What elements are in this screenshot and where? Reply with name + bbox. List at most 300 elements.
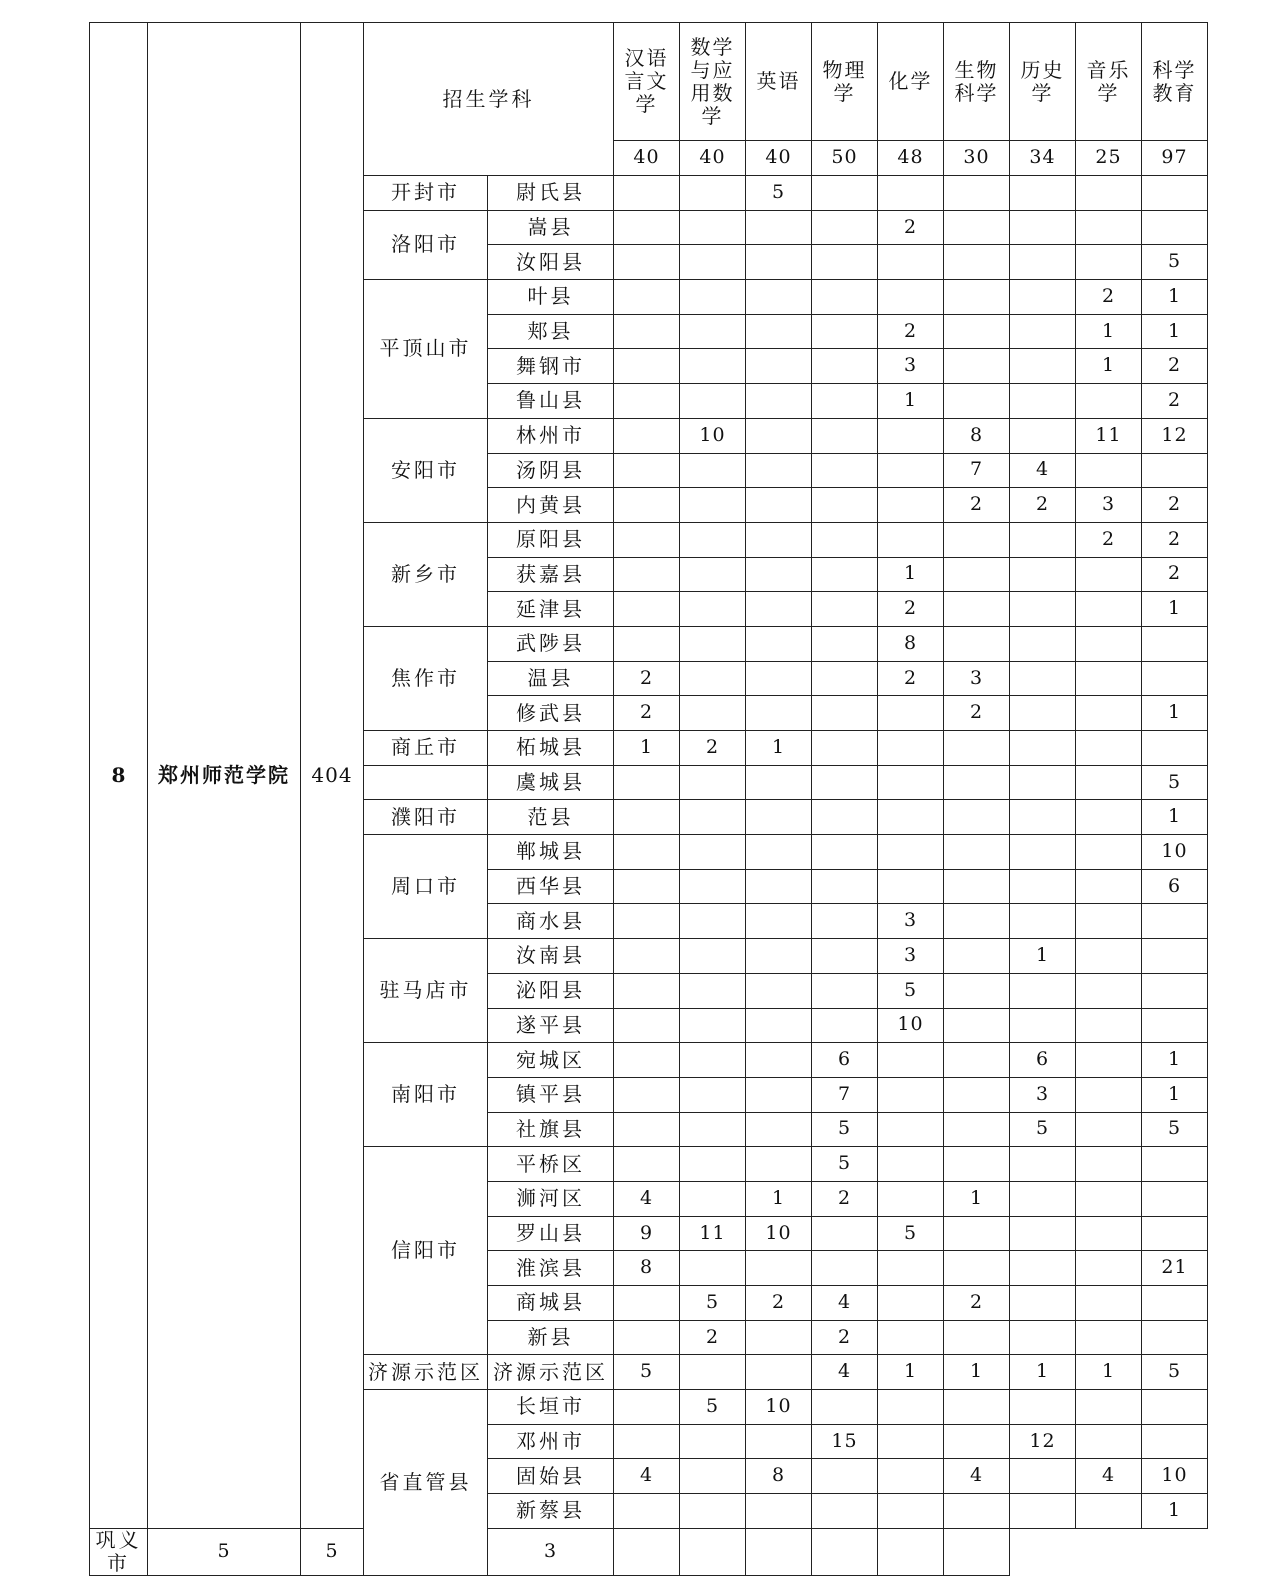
county-name: 郏县 [488,314,614,349]
quota-cell: 11 [680,1216,746,1251]
quota-cell [746,453,812,488]
quota-cell: 1 [746,1181,812,1216]
quota-cell [944,280,1010,315]
quota-cell [1010,1216,1076,1251]
quota-cell: 10 [746,1390,812,1425]
city-name: 济源示范区 [364,1355,488,1390]
quota-cell [812,1251,878,1286]
quota-cell [1142,661,1208,696]
quota-cell: 5 [812,1147,878,1182]
subject-name: 英语 [746,23,812,141]
quota-cell [812,176,878,211]
quota-cell: 3 [944,661,1010,696]
quota-cell [614,939,680,974]
subject-count: 50 [812,141,878,176]
quota-cell [614,1528,680,1575]
subject-name: 音乐 学 [1076,23,1142,141]
quota-cell [812,869,878,904]
county-name: 原阳县 [488,522,614,557]
quota-cell: 2 [812,1320,878,1355]
quota-cell [1076,1112,1142,1147]
quota-cell [746,384,812,419]
quota-cell: 8 [614,1251,680,1286]
quota-cell [1010,1147,1076,1182]
quota-cell [1076,210,1142,245]
quota-cell: 1 [1142,1077,1208,1112]
county-name: 鲁山县 [488,384,614,419]
quota-cell [680,800,746,835]
quota-cell [1142,1390,1208,1425]
quota-cell [746,418,812,453]
quota-cell [812,1390,878,1425]
quota-cell [1076,626,1142,661]
quota-cell [944,314,1010,349]
quota-cell [680,488,746,523]
quota-cell [746,939,812,974]
quota-cell [944,1390,1010,1425]
quota-cell: 3 [1076,488,1142,523]
quota-cell [680,869,746,904]
quota-cell [746,1494,812,1529]
quota-cell [1010,696,1076,731]
quota-cell [812,349,878,384]
quota-cell: 4 [1076,1459,1142,1494]
quota-cell: 5 [1142,765,1208,800]
quota-cell [1142,1424,1208,1459]
county-name: 内黄县 [488,488,614,523]
county-name: 修武县 [488,696,614,731]
quota-cell [1076,557,1142,592]
quota-cell [944,1424,1010,1459]
quota-cell [680,1181,746,1216]
quota-cell [878,1077,944,1112]
quota-cell: 2 [944,1286,1010,1321]
quota-cell [614,1494,680,1529]
quota-cell [812,939,878,974]
quota-cell: 1 [1142,800,1208,835]
quota-cell [1076,661,1142,696]
quota-cell [680,384,746,419]
quota-cell: 5 [301,1528,364,1575]
quota-cell [812,592,878,627]
quota-cell: 3 [878,904,944,939]
quota-cell [680,1355,746,1390]
quota-cell [746,1355,812,1390]
quota-cell [614,245,680,280]
quota-cell: 1 [878,384,944,419]
table-row [90,1528,1208,1575]
quota-cell [878,835,944,870]
quota-cell [944,384,1010,419]
county-name: 商城县 [488,1286,614,1321]
quota-cell [680,176,746,211]
quota-cell [944,1043,1010,1078]
quota-cell [680,1424,746,1459]
county-name: 镇平县 [488,1077,614,1112]
quota-cell [812,488,878,523]
quota-cell: 9 [614,1216,680,1251]
quota-cell: 2 [878,592,944,627]
quota-cell [944,522,1010,557]
quota-cell [878,1181,944,1216]
quota-cell [614,765,680,800]
quota-cell [878,731,944,766]
quota-cell: 5 [878,973,944,1008]
quota-cell: 1 [1010,939,1076,974]
quota-cell [680,1494,746,1529]
quota-cell [878,1390,944,1425]
quota-cell [680,280,746,315]
quota-cell: 5 [1142,1355,1208,1390]
quota-cell [746,661,812,696]
quota-cell [1010,1181,1076,1216]
quota-cell [1076,835,1142,870]
quota-cell [1076,1077,1142,1112]
quota-cell: 5 [1142,1112,1208,1147]
quota-cell [1142,210,1208,245]
quota-cell: 3 [488,1528,614,1575]
subject-name: 汉语 言文 学 [614,23,680,141]
quota-cell [680,1077,746,1112]
quota-cell [1076,1008,1142,1043]
quota-cell [746,488,812,523]
quota-cell [746,973,812,1008]
quota-cell [1010,800,1076,835]
quota-cell [746,1077,812,1112]
quota-cell [878,869,944,904]
quota-cell [944,1216,1010,1251]
county-name: 舞钢市 [488,349,614,384]
quota-cell [812,557,878,592]
quota-cell: 2 [614,661,680,696]
quota-cell: 4 [1010,453,1076,488]
quota-cell [944,592,1010,627]
county-name: 巩义市 [90,1528,148,1575]
quota-cell: 8 [746,1459,812,1494]
quota-cell [1010,661,1076,696]
city-name: 商丘市 [364,731,488,766]
quota-cell: 2 [1076,522,1142,557]
quota-cell [614,869,680,904]
quota-cell [614,800,680,835]
quota-cell: 4 [944,1459,1010,1494]
quota-cell [680,1043,746,1078]
quota-cell [1142,1320,1208,1355]
county-name: 叶县 [488,280,614,315]
quota-cell [746,1043,812,1078]
quota-cell: 1 [878,1355,944,1390]
quota-cell [614,280,680,315]
quota-cell: 10 [878,1008,944,1043]
quota-cell [944,973,1010,1008]
quota-cell [746,1528,812,1575]
quota-cell [1010,1459,1076,1494]
quota-cell [944,765,1010,800]
quota-cell: 2 [680,1320,746,1355]
subject-count: 48 [878,141,944,176]
quota-cell [614,592,680,627]
quota-cell [1076,973,1142,1008]
quota-cell [1076,939,1142,974]
quota-cell [680,696,746,731]
quota-cell [1142,973,1208,1008]
quota-cell [614,626,680,661]
quota-cell [812,731,878,766]
quota-cell: 1 [1076,314,1142,349]
quota-cell [746,626,812,661]
quota-cell [1076,904,1142,939]
quota-cell [944,245,1010,280]
county-name: 济源示范区 [488,1355,614,1390]
subject-count: 40 [746,141,812,176]
quota-cell: 2 [1076,280,1142,315]
quota-cell: 2 [1142,349,1208,384]
quota-cell [944,1251,1010,1286]
quota-cell [812,696,878,731]
subject-name: 物理 学 [812,23,878,141]
quota-cell [746,522,812,557]
city-name [364,765,488,800]
quota-cell: 5 [878,1216,944,1251]
city-name: 周口市 [364,835,488,939]
city-name: 濮阳市 [364,800,488,835]
quota-cell: 5 [1142,245,1208,280]
quota-cell [1076,1320,1142,1355]
quota-cell [746,869,812,904]
quota-cell [812,973,878,1008]
quota-cell [680,765,746,800]
county-name: 遂平县 [488,1008,614,1043]
quota-cell: 2 [812,1181,878,1216]
quota-cell [1010,1286,1076,1321]
subject-header-row [90,23,1208,141]
quota-cell [878,488,944,523]
quota-cell [680,904,746,939]
county-name: 汤阴县 [488,453,614,488]
quota-cell [680,314,746,349]
quota-cell [812,626,878,661]
quota-cell: 1 [614,731,680,766]
quota-cell [614,1390,680,1425]
quota-cell: 3 [878,349,944,384]
quota-cell [1010,210,1076,245]
quota-cell [1076,384,1142,419]
quota-cell [812,314,878,349]
quota-cell [1076,869,1142,904]
county-name: 长垣市 [488,1390,614,1425]
quota-cell [944,1077,1010,1112]
quota-cell [746,1424,812,1459]
quota-cell [1142,939,1208,974]
quota-cell [746,835,812,870]
quota-cell [680,835,746,870]
quota-cell: 7 [812,1077,878,1112]
county-name: 平桥区 [488,1147,614,1182]
quota-cell [614,522,680,557]
quota-cell [812,904,878,939]
quota-cell [680,210,746,245]
quota-cell [680,245,746,280]
county-name: 西华县 [488,869,614,904]
subject-count: 30 [944,141,1010,176]
quota-cell [1076,1147,1142,1182]
quota-cell: 7 [944,453,1010,488]
county-name: 商水县 [488,904,614,939]
county-name: 社旗县 [488,1112,614,1147]
quota-cell [680,1251,746,1286]
county-name: 尉氏县 [488,176,614,211]
county-name: 固始县 [488,1459,614,1494]
quota-cell [878,696,944,731]
quota-cell [614,1043,680,1078]
quota-cell [812,1216,878,1251]
quota-cell [1010,731,1076,766]
quota-cell [944,1008,1010,1043]
quota-cell: 21 [1142,1251,1208,1286]
quota-cell [614,1320,680,1355]
quota-cell [1076,176,1142,211]
quota-cell [746,1112,812,1147]
quota-cell: 10 [746,1216,812,1251]
quota-cell [1076,1043,1142,1078]
quota-cell [680,973,746,1008]
quota-cell [614,904,680,939]
quota-cell [878,1459,944,1494]
table-body [90,23,1208,1576]
quota-cell [878,245,944,280]
quota-cell [878,800,944,835]
quota-cell [614,384,680,419]
quota-cell: 2 [1142,557,1208,592]
quota-cell [944,869,1010,904]
quota-cell [878,176,944,211]
quota-cell: 5 [746,176,812,211]
quota-cell [1142,176,1208,211]
quota-cell [614,973,680,1008]
city-name: 驻马店市 [364,939,488,1043]
quota-cell [1142,1008,1208,1043]
county-name: 温县 [488,661,614,696]
quota-cell [1142,626,1208,661]
quota-cell [878,1112,944,1147]
quota-cell [614,1112,680,1147]
sequence-number: 8 [90,23,148,1529]
county-name: 宛城区 [488,1043,614,1078]
quota-cell [812,210,878,245]
quota-cell [1010,626,1076,661]
subject-name: 数学 与应 用数 学 [680,23,746,141]
quota-cell: 1 [1142,1043,1208,1078]
quota-cell [1076,245,1142,280]
quota-cell [1076,800,1142,835]
city-name: 信阳市 [364,1147,488,1355]
quota-cell: 2 [1142,488,1208,523]
quota-cell: 12 [1142,418,1208,453]
quota-cell: 2 [944,696,1010,731]
quota-cell [944,349,1010,384]
subjects-header-label: 招生学科 [364,23,614,176]
quota-cell [878,418,944,453]
county-name: 汝阳县 [488,245,614,280]
quota-cell [1142,1181,1208,1216]
quota-cell [878,1424,944,1459]
quota-cell: 1 [746,731,812,766]
city-name: 焦作市 [364,626,488,730]
quota-cell [614,1077,680,1112]
quota-cell [1010,973,1076,1008]
quota-cell [680,1112,746,1147]
quota-cell [614,453,680,488]
quota-cell [1076,1181,1142,1216]
subject-count: 40 [680,141,746,176]
quota-cell [1076,1424,1142,1459]
quota-cell [1076,1390,1142,1425]
quota-cell [1142,1147,1208,1182]
quota-cell [878,1286,944,1321]
quota-cell: 2 [878,210,944,245]
quota-cell [944,1528,1010,1575]
quota-cell: 1 [1142,1494,1208,1529]
county-name: 获嘉县 [488,557,614,592]
subject-count: 34 [1010,141,1076,176]
quota-cell [1142,904,1208,939]
quota-cell: 1 [1076,349,1142,384]
quota-cell [1010,522,1076,557]
quota-cell [746,765,812,800]
quota-cell: 2 [614,696,680,731]
quota-cell: 3 [878,939,944,974]
enrollment-table [89,22,1208,1576]
quota-cell [1142,1286,1208,1321]
quota-cell [746,557,812,592]
quota-cell [614,1286,680,1321]
quota-cell [1010,869,1076,904]
quota-cell [1010,557,1076,592]
quota-cell [1076,1216,1142,1251]
quota-cell [1076,1286,1142,1321]
county-name: 林州市 [488,418,614,453]
quota-cell [746,314,812,349]
county-name: 柘城县 [488,731,614,766]
quota-cell [680,1459,746,1494]
subject-name: 生物 科学 [944,23,1010,141]
quota-cell [812,384,878,419]
quota-cell [1076,592,1142,627]
county-name: 泌阳县 [488,973,614,1008]
quota-cell [878,1147,944,1182]
quota-cell [680,939,746,974]
quota-cell: 1 [1010,1355,1076,1390]
county-name: 新蔡县 [488,1494,614,1529]
quota-cell [614,1424,680,1459]
quota-cell [812,835,878,870]
quota-cell [1010,245,1076,280]
quota-cell [944,1112,1010,1147]
quota-cell [1010,280,1076,315]
quota-cell [812,418,878,453]
quota-cell [1010,1320,1076,1355]
quota-cell [944,210,1010,245]
quota-cell [680,1528,746,1575]
quota-cell: 2 [878,314,944,349]
quota-cell [746,280,812,315]
quota-cell: 5 [614,1355,680,1390]
county-name: 汝南县 [488,939,614,974]
quota-cell: 5 [680,1286,746,1321]
county-name: 延津县 [488,592,614,627]
quota-cell [614,176,680,211]
subject-name: 化学 [878,23,944,141]
